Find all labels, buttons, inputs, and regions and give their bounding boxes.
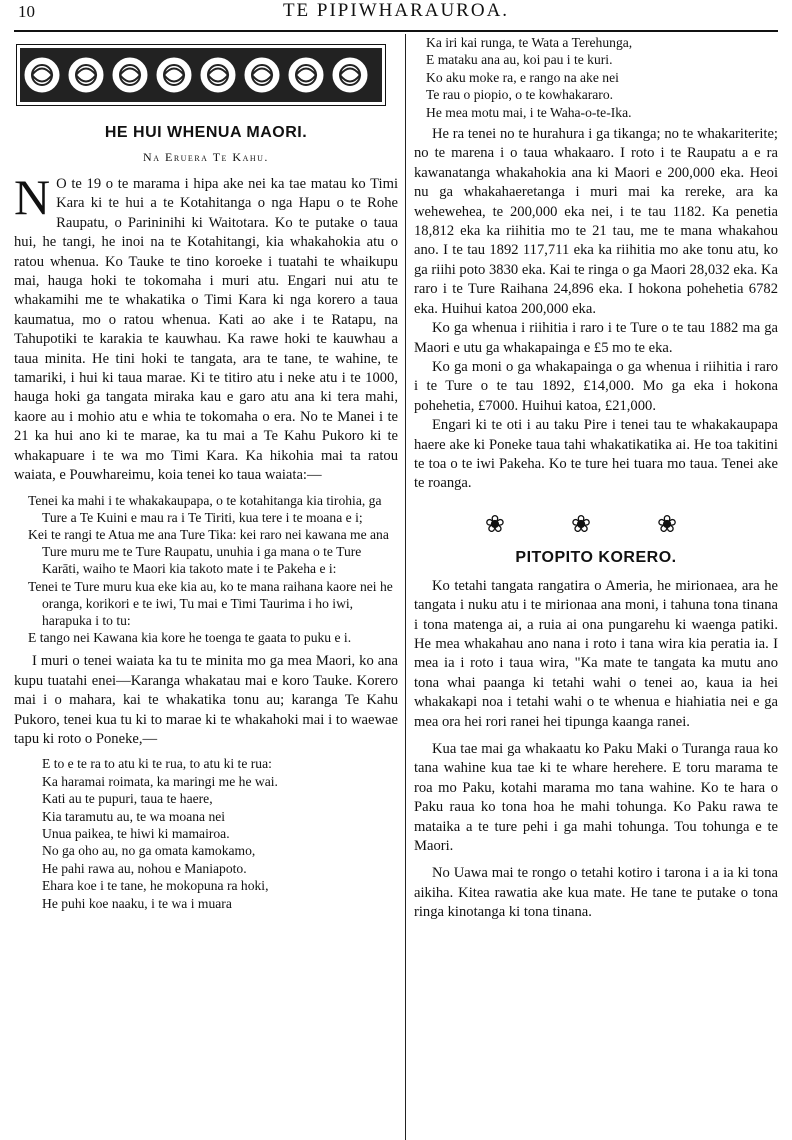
article-body-2 [14,652,398,749]
drop-cap: N [14,169,51,225]
verse-line: Kia taramutu au, te wa moana nei [42,808,226,824]
verse-line: Tenei ka mahi i te whakakaupapa, o te kotahitanga kia tirohia, ga Ture a Te Kuini e mau ra i Te Tiriti, kua tere i te moana e i; [28,492,382,525]
verse-line: He puhi koe naaku, i te wa i muara [42,895,232,911]
article-byline: Na Eruera Te Kahu. [143,150,269,164]
right-column [414,34,778,923]
article-body [14,169,398,486]
article-paragraph: Ko ga whenua i riihitia i raro i te Ture o te tau 1882 ma ga Maori e utu ga whakapainga e £5 mo te eka. [414,320,778,356]
verse-line: He pahi rawa au, nohou e Maniapoto. [42,860,247,876]
news-paragraph: No Uawa mai te rongo o tetahi kotiro i tarona i a ia ki tona aikiha. Kitea rawatia ake kua mate. He tane te putake o tona ringa kinotanga ki tona tinana. [414,865,778,921]
header-rule [14,30,778,32]
left-column [14,38,398,912]
article-paragraph: Ko ga moni o ga whakapainga o ga whenua i riihitia i raro i te Ture o te tau 1892, £14,000. Mo ga eka i hokona pohehetia, £7000. Huihui katoa, £21,000. [414,358,778,414]
verse-line: Ka iri kai runga, te Wata a Terehunga, [426,35,633,50]
verse-line: Tenei te Ture muru kua eke kia au, ko te mana raihana kaore nei he oranga, korikori e te iwi, Tu mai e Timi Taurima i ho iwi, harapuka i to tu: [28,578,393,628]
verse-line: He mea motu mai, i te Waha-o-te-Ika. [426,104,632,120]
news-paragraph: Ko tetahi tangata rangatira o Ameria, he mirionaea, ara he tangata i nuku atu i te mirionaa ana moni, i tahuna tona tinana i tona matenga ai, a ruia ai ona pungarehu ki waenga patiki. He mea whakahau ano nana i roto i tana wira kia peratia ia. I mea ia i roto i taua wira, "Ka mate te tangata ka mutu ano tona whai paanga ki tetahi wahi o tenei ao, kaua ia hei whakakapi noa i tetahi wahi o te whenua e hiahiatia nei e ga mea ora hei rori ranei hei tipunga kaanga ranei. [414,577,778,730]
article-paragraph: I muri o tenei waiata ka tu te minita mo ga mea Maori, ko ana kupu tuatahi enei—Karanga whakatau mai e koro Tauke. Korero mai i o mahara, kai te whakatika tonu au; karanga Te Kahu Pukoro, tenei kua tu ki to marae ki te whakahoki mai i to waewae tapu ki roto o Poneke,— [14,653,398,747]
verse-line: Ko aku moke ra, e rango na ake nei [426,69,619,85]
news-paragraph: Kua tae mai ga whakaatu ko Paku Maki o Turanga raua ko tana wahine kua tae ki te whare herehere. E toru marama te roa mo Paku, kotahi marama mo tana wahine. Ko te hara o Paku raua ko tona hoa he mahi tohunga. Ko Paku rawa te mataika a te ture pehi i ga mahi tohunga. Tou tohunga e te Maori. [414,741,778,855]
verse-line: E to e te ra to atu ki te rua, to atu ki te rua: [42,756,272,772]
decorative-banner-ornament [16,44,386,106]
waiata-verse-2 [42,755,398,912]
waiata-verse-1 [14,492,398,647]
article-title: HE HUI WHENUA MAORI. [104,124,308,141]
verse-line: No ga oho au, no ga omata kamokamo, [42,843,256,859]
waiata-verse-3 [426,34,778,121]
article-paragraph: N O te 19 o te marama i hipa ake nei ka tae matau ko Timi Kara ki te hui a te Kotahitanga o nga Hapu o te Rohe Raupatu, o Parininihi ki Waitotara. Ko te putake o taua hui, he tangi, he inoi na te Kotahitangi, kia whakahokia atu o ratou whenua. Ko Tauke te tino koroeke i tuatahi te whaikupu mai, hauga hoki te tokomaha i muri atu. Engari nui atu te whakamihi me te whakatika o Timi Kara ki nga korero a taua kaumatua, mo o ratou whenua. Kati ao ake i te Ratapu, na Tahupotiki te karakia te kauwhau. Ka rawe hoki te kauwhau a taua minita. He tini hoki te tangata, ara te tane, te wahine, te tamariki, i hui ki taua marae. Ki te titiro atu i neke atu i te 1000, hauga hoki ga tangata miraka kau e garo atu ana ki tera mahi, kaore au i mohio atu e whia te tokomaha o era. No te Manei i te 21 ka hui ano ki te marae, ka tu mai a Te Kahu Pukoro ki te whakapuare i te wa mo Timi Kara. Ka hikohia mai ta ratou waiata, e Pouwhareimu, koia tenei ko taua waiata:— [14,169,398,484]
verse-line: Ehara koe i te tane, he mokopuna ra hoki, [42,878,269,894]
column-divider [405,34,406,1140]
verse-line: Unua paikea, te hiwi ki mamairoa. [42,825,230,841]
verse-line: Te rau o piopio, o te kowhakararo. [426,87,614,103]
news-body [414,577,778,923]
verse-line: E mataku ana au, koi pau i te kuri. [426,52,613,68]
flower-ornament-icon: ❀ ❀ ❀ [484,511,708,538]
verse-line: Kati au te pupuri, taua te haere, [42,791,213,807]
page-number: 10 [18,2,35,21]
verse-line: Ka haramai roimata, ka maringi me he wai. [42,773,278,789]
verse-line: E tango nei Kawana kia kore he toenga te gaata to puku e i. [28,630,352,646]
article-paragraph: Engari ki te oti i au taku Pire i tenei tau te whakakaupapa haere ake ki Poneke taua tahi whakatikatika ai. He toa takitini te toa o te iwi Pakeha. Ko te ture hei tuara mo taua. Tenei ake te roanga. [414,417,778,492]
article-paragraph: He ra tenei no te hurahura i ga tikanga; no te whakariterite; no te marena i o taua whakaaro. I roto i te Raupatu a e ra kawanatanga whakahokia ana ki Maori e 200,000 eka. Heoi nu ga whakahaeretanga i muri mai ka rereke, ara ka wehewehea, te 200,000 eka nei, i te tau 1182. Ka penetia 18,812 eka ka riihitia mo te 21 tau, me te mana whakahou ano. I te tau 1892 117,711 eka ka riihitia mo ake tonu atu, ko ga riihi poto 3830 eka. Kai te ringa o ga Maori 28,032 eka. Ka raro i te Ture Raihana 24,896 eka. I hokona pohehetia 6782 eka. Huihui katoa 200,000 eka. [414,126,778,317]
page-header [0,0,792,36]
section-title: PITOPITO KORERO. [515,548,677,566]
verse-line: Kei te rangi te Atua me ana Ture Tika: kei raro nei kawana me ana Ture muru me te Ture Raupatu, unuhia i ga mana o te Ture Karāti, waiho te Maori kia takoto mate i te Pakeha e i: [28,526,389,577]
article-body-3 [414,125,778,494]
running-title: TE PIPIWHARAUROA. [282,0,510,21]
